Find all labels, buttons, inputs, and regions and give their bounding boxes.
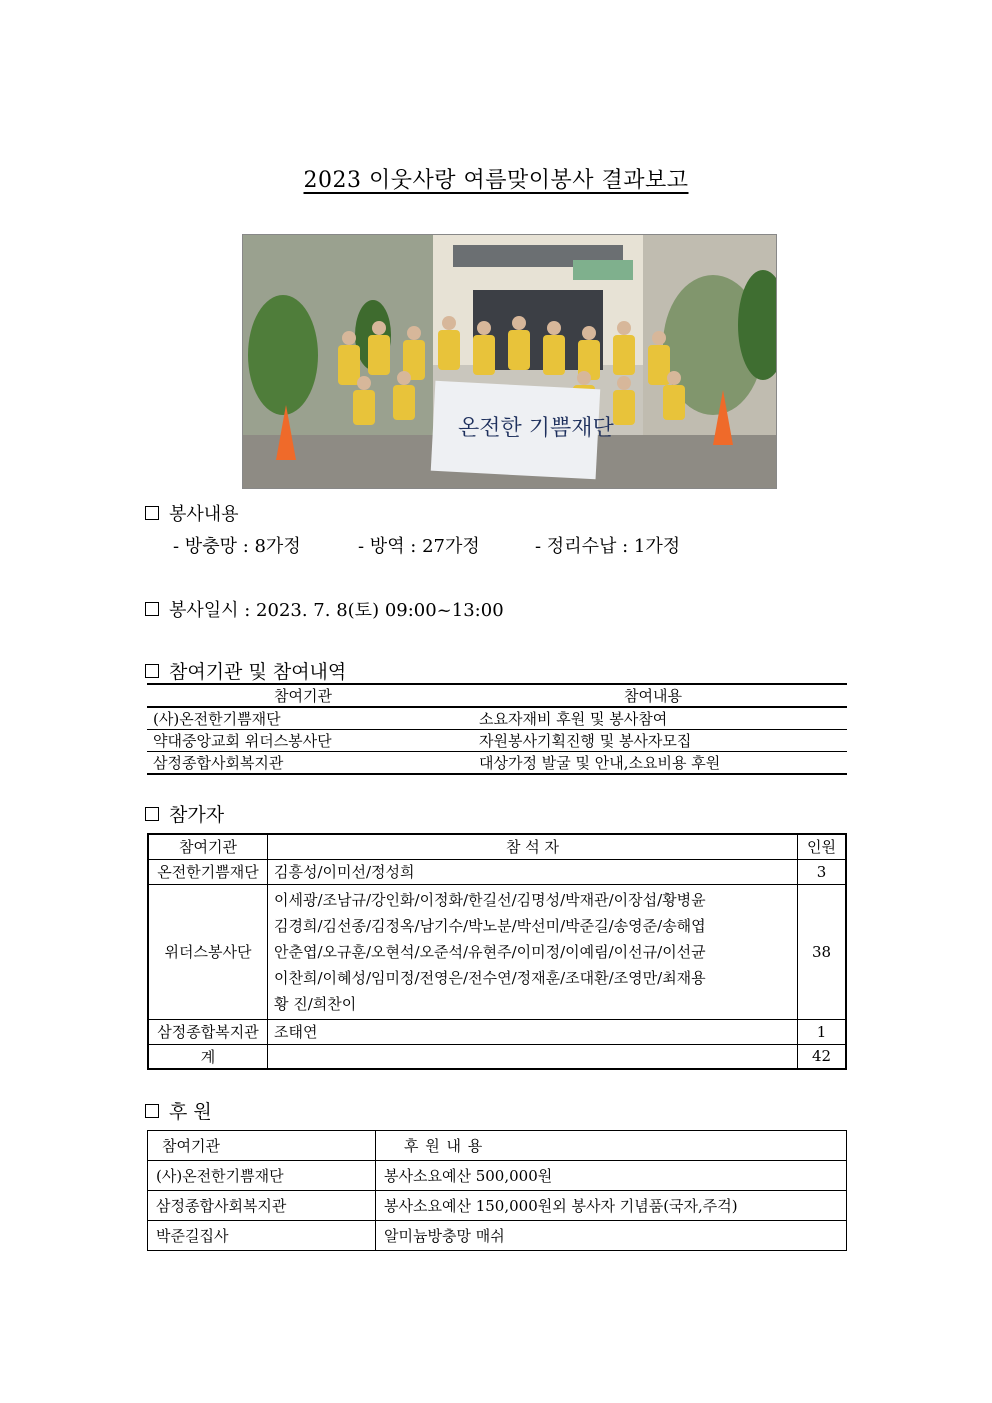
checkbox-square-icon [145, 506, 159, 520]
table-row [148, 1161, 847, 1191]
names-line: 안춘엽/오규훈/오현석/오준석/유현주/이미정/이예림/이선규/이선균 [274, 942, 706, 961]
sponsorship-table [147, 1130, 847, 1251]
table-header: 참여내용 [459, 684, 847, 707]
table-cell: 박준길집사 [148, 1221, 376, 1251]
group-photo [242, 234, 777, 489]
total-label: 계 [148, 1044, 268, 1069]
table-cell-count: 38 [798, 884, 847, 1019]
table-cell-org: 삼정종합복지관 [148, 1019, 268, 1044]
service-item-organizing: - 정리수납 : 1가정 [535, 536, 681, 557]
table-cell-org: 온전한기쁨재단 [148, 859, 268, 884]
table-header: 참 석 자 [268, 834, 798, 859]
section-label: 후 원 [169, 1101, 212, 1123]
table-cell-names: 김흥성/이미선/정성희 [268, 859, 798, 884]
table-cell-names: 조태연 [268, 1019, 798, 1044]
table-cell: 봉사소요예산 500,000원 [376, 1161, 847, 1191]
table-row [148, 1191, 847, 1221]
table-header: 참여기관 [148, 834, 268, 859]
table-cell: 소요자재비 후원 및 봉사참여 [459, 707, 847, 730]
table-header-row [148, 834, 846, 859]
section-service-date [145, 596, 504, 622]
participants-table [147, 833, 847, 1070]
table-cell: 봉사소요예산 150,000원외 봉사자 기념품(국자,주걱) [376, 1191, 847, 1221]
table-cell-empty [268, 1044, 798, 1069]
section-participating-orgs [145, 657, 346, 684]
table-total-row [148, 1044, 846, 1069]
table-cell: 자원봉사기획진행 및 봉사자모집 [459, 730, 847, 752]
section-sponsorship [145, 1097, 212, 1124]
table-header-row [148, 1131, 847, 1161]
section-label: 봉사내용 [169, 504, 239, 525]
table-row [147, 730, 847, 752]
table-row [147, 752, 847, 775]
table-row [148, 859, 846, 884]
checkbox-square-icon [145, 602, 159, 616]
service-item-screen: - 방충망 : 8가정 [173, 536, 301, 557]
table-row [148, 884, 846, 1019]
section-participants [145, 800, 224, 827]
section-label: 참가자 [169, 804, 225, 826]
table-cell: 약대중앙교회 위더스봉사단 [147, 730, 459, 752]
table-cell-org: 위더스봉사단 [148, 884, 268, 1019]
checkbox-square-icon [145, 664, 159, 678]
table-cell: 삼정종합사회복지관 [148, 1191, 376, 1221]
names-line: 황 진/희찬이 [274, 994, 357, 1013]
table-cell: 알미늄방충망 매쉬 [376, 1221, 847, 1251]
table-cell-count: 3 [798, 859, 847, 884]
table-cell: 삼정종합사회복지관 [147, 752, 459, 775]
table-cell-names [268, 884, 798, 1019]
table-cell: (사)온전한기쁨재단 [148, 1161, 376, 1191]
table-header-row [147, 684, 847, 707]
table-header: 후 원 내 용 [376, 1131, 847, 1161]
section-label: 참여기관 및 참여내역 [169, 661, 347, 683]
table-cell: (사)온전한기쁨재단 [147, 707, 459, 730]
document-title: 2023 이웃사랑 여름맞이봉사 결과보고 [303, 168, 689, 193]
banner-text: 온전한 기쁨재단 [458, 416, 614, 441]
service-item-disinfection: - 방역 : 27가정 [358, 536, 480, 557]
table-header: 참여기관 [147, 684, 459, 707]
section-service-content [145, 500, 239, 526]
participation-table [147, 683, 847, 775]
table-row [148, 1221, 847, 1251]
table-header: 참여기관 [148, 1131, 376, 1161]
section-label: 봉사일시 : 2023. 7. 8(토) 09:00~13:00 [169, 600, 504, 621]
checkbox-square-icon [145, 807, 159, 821]
names-line: 이찬희/이혜성/임미정/전영은/전수연/정재훈/조대환/조영만/최재용 [274, 968, 706, 987]
table-header: 인원 [798, 834, 847, 859]
checkbox-square-icon [145, 1104, 159, 1118]
table-cell: 대상가정 발굴 및 안내,소요비용 후원 [459, 752, 847, 775]
table-row [148, 1019, 846, 1044]
table-row [147, 707, 847, 730]
names-line: 이세광/조남규/강인화/이정화/한길선/김명성/박재관/이장섭/황병윤 [274, 890, 706, 909]
names-line: 김경희/김선종/김정옥/남기수/박노분/박선미/박준길/송영준/송해엽 [274, 916, 706, 935]
total-count: 42 [798, 1044, 847, 1069]
table-cell-count: 1 [798, 1019, 847, 1044]
